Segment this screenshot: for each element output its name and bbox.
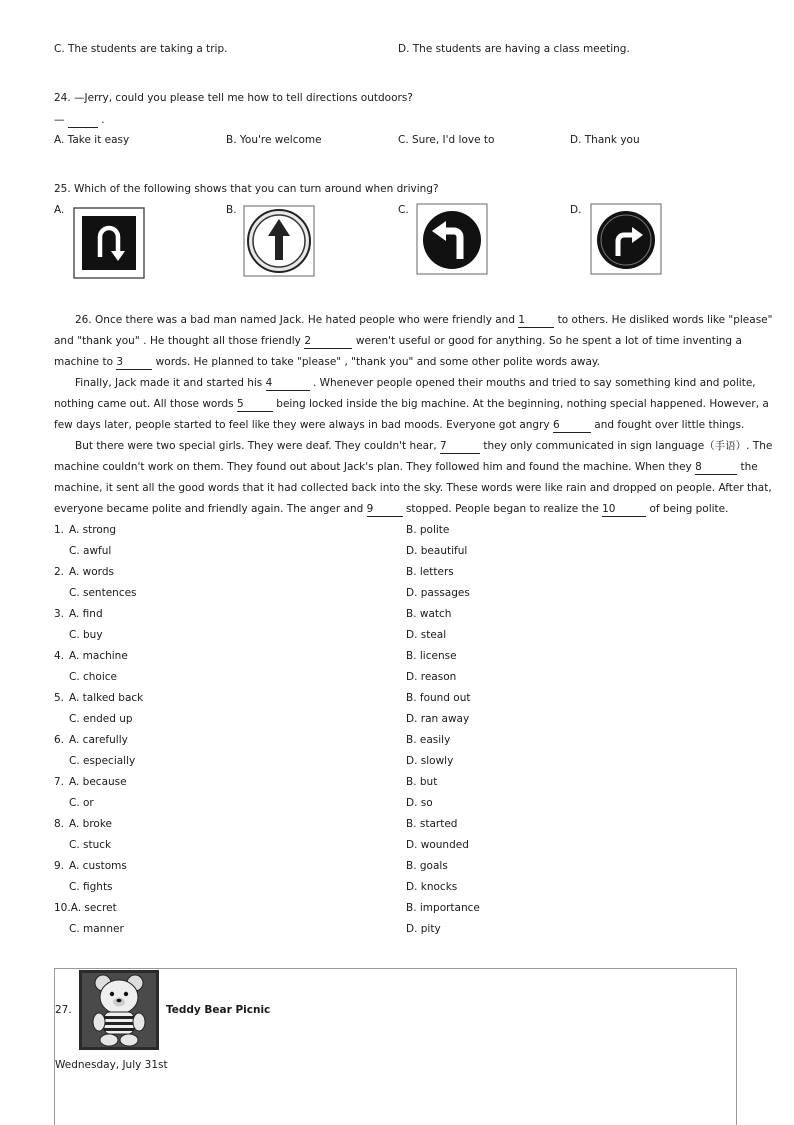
q26-option-5-a: 5. A. talked back xyxy=(54,692,144,704)
passage-line: few days later, people started to feel like they were always in bad moods. Everyone got angry 6 and fought over little things. xyxy=(54,419,745,431)
passage-line: machine, it sent all the good words that it had collected back into the sky. These words were like rain and dropped on people. After that, xyxy=(54,482,772,494)
q26-option-3-a: 3. A. find xyxy=(54,608,103,620)
q26-option-9-c: C. fights xyxy=(69,881,113,893)
q24-answer-period: . xyxy=(101,114,105,126)
q27-number: 27. xyxy=(55,1004,72,1016)
q25-label-b: B. xyxy=(226,204,237,216)
q26-option-7-d: D. so xyxy=(406,797,433,809)
q26-option-10-a: 10.A. secret xyxy=(54,902,117,914)
blank-10: 10 xyxy=(602,502,646,517)
q26-option-4-c: C. choice xyxy=(69,671,118,683)
q27-date: Wednesday, July 31st xyxy=(55,1059,168,1071)
q25-label-a: A. xyxy=(54,204,65,216)
q26-option-10-c: C. manner xyxy=(69,923,124,935)
passage-line: Finally, Jack made it and started his 4 . Whenever people opened their mouths and tried to say something kind and polite, xyxy=(75,377,756,389)
q25-label-c: C. xyxy=(398,204,409,216)
q26-option-8-c: C. stuck xyxy=(69,839,112,851)
q24-option-d: D. Thank you xyxy=(570,134,640,146)
blank-6: 6 xyxy=(553,418,591,433)
teddy-bear-icon xyxy=(79,970,159,1050)
q25-label-d: D. xyxy=(570,204,582,216)
q23-option-d: D. The students are having a class meeting. xyxy=(398,43,630,55)
q26-option-6-b: B. easily xyxy=(406,734,451,746)
blank-7: 7 xyxy=(440,439,480,454)
blank-4: 4 xyxy=(266,376,310,391)
q26-option-5-d: D. ran away xyxy=(406,713,470,725)
q26-option-4-b: B. license xyxy=(406,650,457,662)
blank-3: 3 xyxy=(116,355,152,370)
q23-option-c: C. The students are taking a trip. xyxy=(54,43,228,55)
straight-ahead-sign-icon xyxy=(243,205,315,277)
q24-option-c: C. Sure, I'd love to xyxy=(398,134,495,146)
q26-option-2-c: C. sentences xyxy=(69,587,137,599)
blank-8: 8 xyxy=(695,460,737,475)
left-turn-sign-icon xyxy=(416,203,488,275)
q25-stem: 25. Which of the following shows that you can turn around when driving? xyxy=(54,183,439,195)
q26-option-1-d: D. beautiful xyxy=(406,545,468,557)
q26-option-4-d: D. reason xyxy=(406,671,457,683)
passage-line: 26. Once there was a bad man named Jack. He hated people who were friendly and 1 to others. He disliked words like "please" xyxy=(75,314,773,326)
q26-option-5-c: C. ended up xyxy=(69,713,133,725)
q24-answer-line xyxy=(54,113,105,128)
blank-9: 9 xyxy=(367,502,403,517)
q26-option-3-c: C. buy xyxy=(69,629,103,641)
passage-line: machine to 3 words. He planned to take "please" , "thank you" and some other polite words away. xyxy=(54,356,600,368)
q26-option-2-d: D. passages xyxy=(406,587,470,599)
passage-line: machine couldn't work on them. They found out about Jack's plan. They followed him and found the machine. When they 8 the xyxy=(54,461,758,473)
q26-option-3-d: D. steal xyxy=(406,629,447,641)
q24-answer-dash: — xyxy=(54,114,65,126)
q26-option-8-b: B. started xyxy=(406,818,458,830)
q26-option-9-a: 9. A. customs xyxy=(54,860,127,872)
passage-line: But there were two special girls. They were deaf. They couldn't hear, 7 they only communicated in sign language（手语）. The xyxy=(75,440,773,452)
q26-option-9-d: D. knocks xyxy=(406,881,458,893)
q24-stem: 24. —Jerry, could you please tell me how to tell directions outdoors? xyxy=(54,92,413,104)
q26-option-3-b: B. watch xyxy=(406,608,452,620)
q26-option-2-b: B. letters xyxy=(406,566,454,578)
q24-answer-blank xyxy=(68,113,98,128)
q26-option-8-d: D. wounded xyxy=(406,839,469,851)
q24-option-a: A. Take it easy xyxy=(54,134,130,146)
q26-option-7-b: B. but xyxy=(406,776,438,788)
q26-option-1-b: B. polite xyxy=(406,524,450,536)
q26-option-6-d: D. slowly xyxy=(406,755,454,767)
blank-2: 2 xyxy=(304,334,352,349)
q24-option-b: B. You're welcome xyxy=(226,134,322,146)
q26-option-1-c: C. awful xyxy=(69,545,112,557)
right-turn-sign-icon xyxy=(590,203,662,275)
blank-1: 1 xyxy=(518,313,554,328)
q26-option-2-a: 2. A. words xyxy=(54,566,114,578)
passage-line: nothing came out. All those words 5 being locked inside the big machine. At the beginning, nothing special happened. However, a xyxy=(54,398,769,410)
u-turn-sign-icon xyxy=(73,207,145,279)
blank-5: 5 xyxy=(237,397,273,412)
q26-option-6-c: C. especially xyxy=(69,755,136,767)
q26-passage xyxy=(54,310,773,520)
q26-option-1-a: 1. A. strong xyxy=(54,524,117,536)
q26-option-5-b: B. found out xyxy=(406,692,471,704)
q26-option-10-b: B. importance xyxy=(406,902,480,914)
passage-line: everyone became polite and friendly again. The anger and 9 stopped. People began to realize the 10 of being polite. xyxy=(54,503,729,515)
q26-option-9-b: B. goals xyxy=(406,860,448,872)
q26-option-8-a: 8. A. broke xyxy=(54,818,113,830)
q26-option-7-a: 7. A. because xyxy=(54,776,127,788)
q26-option-4-a: 4. A. machine xyxy=(54,650,128,662)
passage-line: and "thank you" . He thought all those friendly 2 weren't useful or good for anything. So he spent a lot of time inventing a xyxy=(54,335,742,347)
q26-option-6-a: 6. A. carefully xyxy=(54,734,128,746)
q26-option-7-c: C. or xyxy=(69,797,94,809)
q26-option-10-d: D. pity xyxy=(406,923,441,935)
q27-title: Teddy Bear Picnic xyxy=(166,1004,271,1016)
